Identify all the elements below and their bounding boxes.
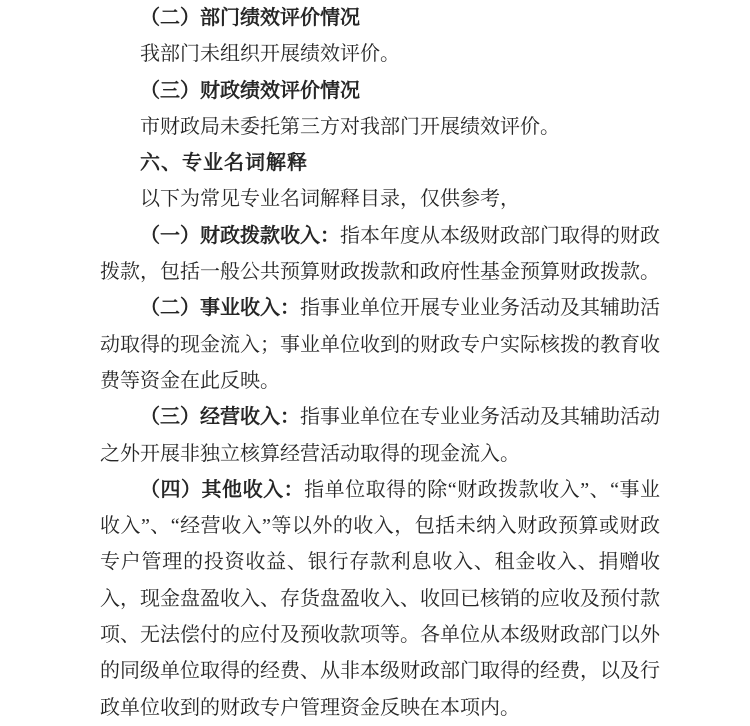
section-heading-glossary: 六、专业名词解释 bbox=[140, 152, 308, 175]
subsection-heading-fiscal-performance-evaluation: （三）财政绩效评价情况 bbox=[140, 79, 360, 102]
glossary-term-label: （一）财政拨款收入： bbox=[140, 224, 340, 247]
glossary-entry-business-operation-income bbox=[100, 399, 660, 472]
glossary-term-definition: 指事业单位在专业业务活动及其辅助活动之外开展非独立核算经营活动取得的现金流入。 bbox=[100, 406, 660, 465]
glossary-term-label: （二）事业收入： bbox=[140, 297, 300, 320]
glossary-entry-fiscal-appropriation-income bbox=[100, 218, 660, 291]
subsection-heading-dept-performance-evaluation: （二）部门绩效评价情况 bbox=[140, 7, 360, 29]
glossary-term-definition: 指本年度从本级财政部门取得的财政拨款，包括一般公共预算财政拨款和政府性基金预算财政拨款。 bbox=[100, 224, 660, 284]
glossary-entry-other-income bbox=[100, 472, 660, 726]
glossary-entry-operating-institution-income bbox=[100, 290, 660, 399]
paragraph-dept-performance-evaluation: 我部门未组织开展绩效评价。 bbox=[140, 43, 400, 66]
glossary-term-definition: 指事业单位开展专业业务活动及其辅助活动取得的现金流入；事业单位收到的财政专户实际核拨的教育收费等资金在此反映。 bbox=[100, 297, 660, 392]
paragraph-glossary-intro: 以下为常见专业名词解释目录，仅供参考， bbox=[140, 188, 520, 211]
glossary-term-label: （三）经营收入： bbox=[140, 406, 300, 429]
glossary-term-definition: 指单位取得的除“财政拨款收入”、“事业收入”、“经营收入”等以外的收入，包括未纳入财政预算或财政专户管理的投资收益、银行存款利息收入、租金收入、捐赠收入，现金盘盈收入、存货盘盈收入、收回已核销的应收及预付款项、无法偿付的应付及预收款项等。各单位从本级财政部门以外的同级单位取得的经费、从非本级财政部门取得的经费，以及行政单位收到的财政专户管理资金反映在本项内。 bbox=[100, 478, 661, 719]
paragraph-fiscal-performance-evaluation: 市财政局未委托第三方对我部门开展绩效评价。 bbox=[140, 115, 560, 138]
glossary-term-label: （四）其他收入： bbox=[140, 478, 305, 501]
document-text-block bbox=[100, 0, 660, 726]
